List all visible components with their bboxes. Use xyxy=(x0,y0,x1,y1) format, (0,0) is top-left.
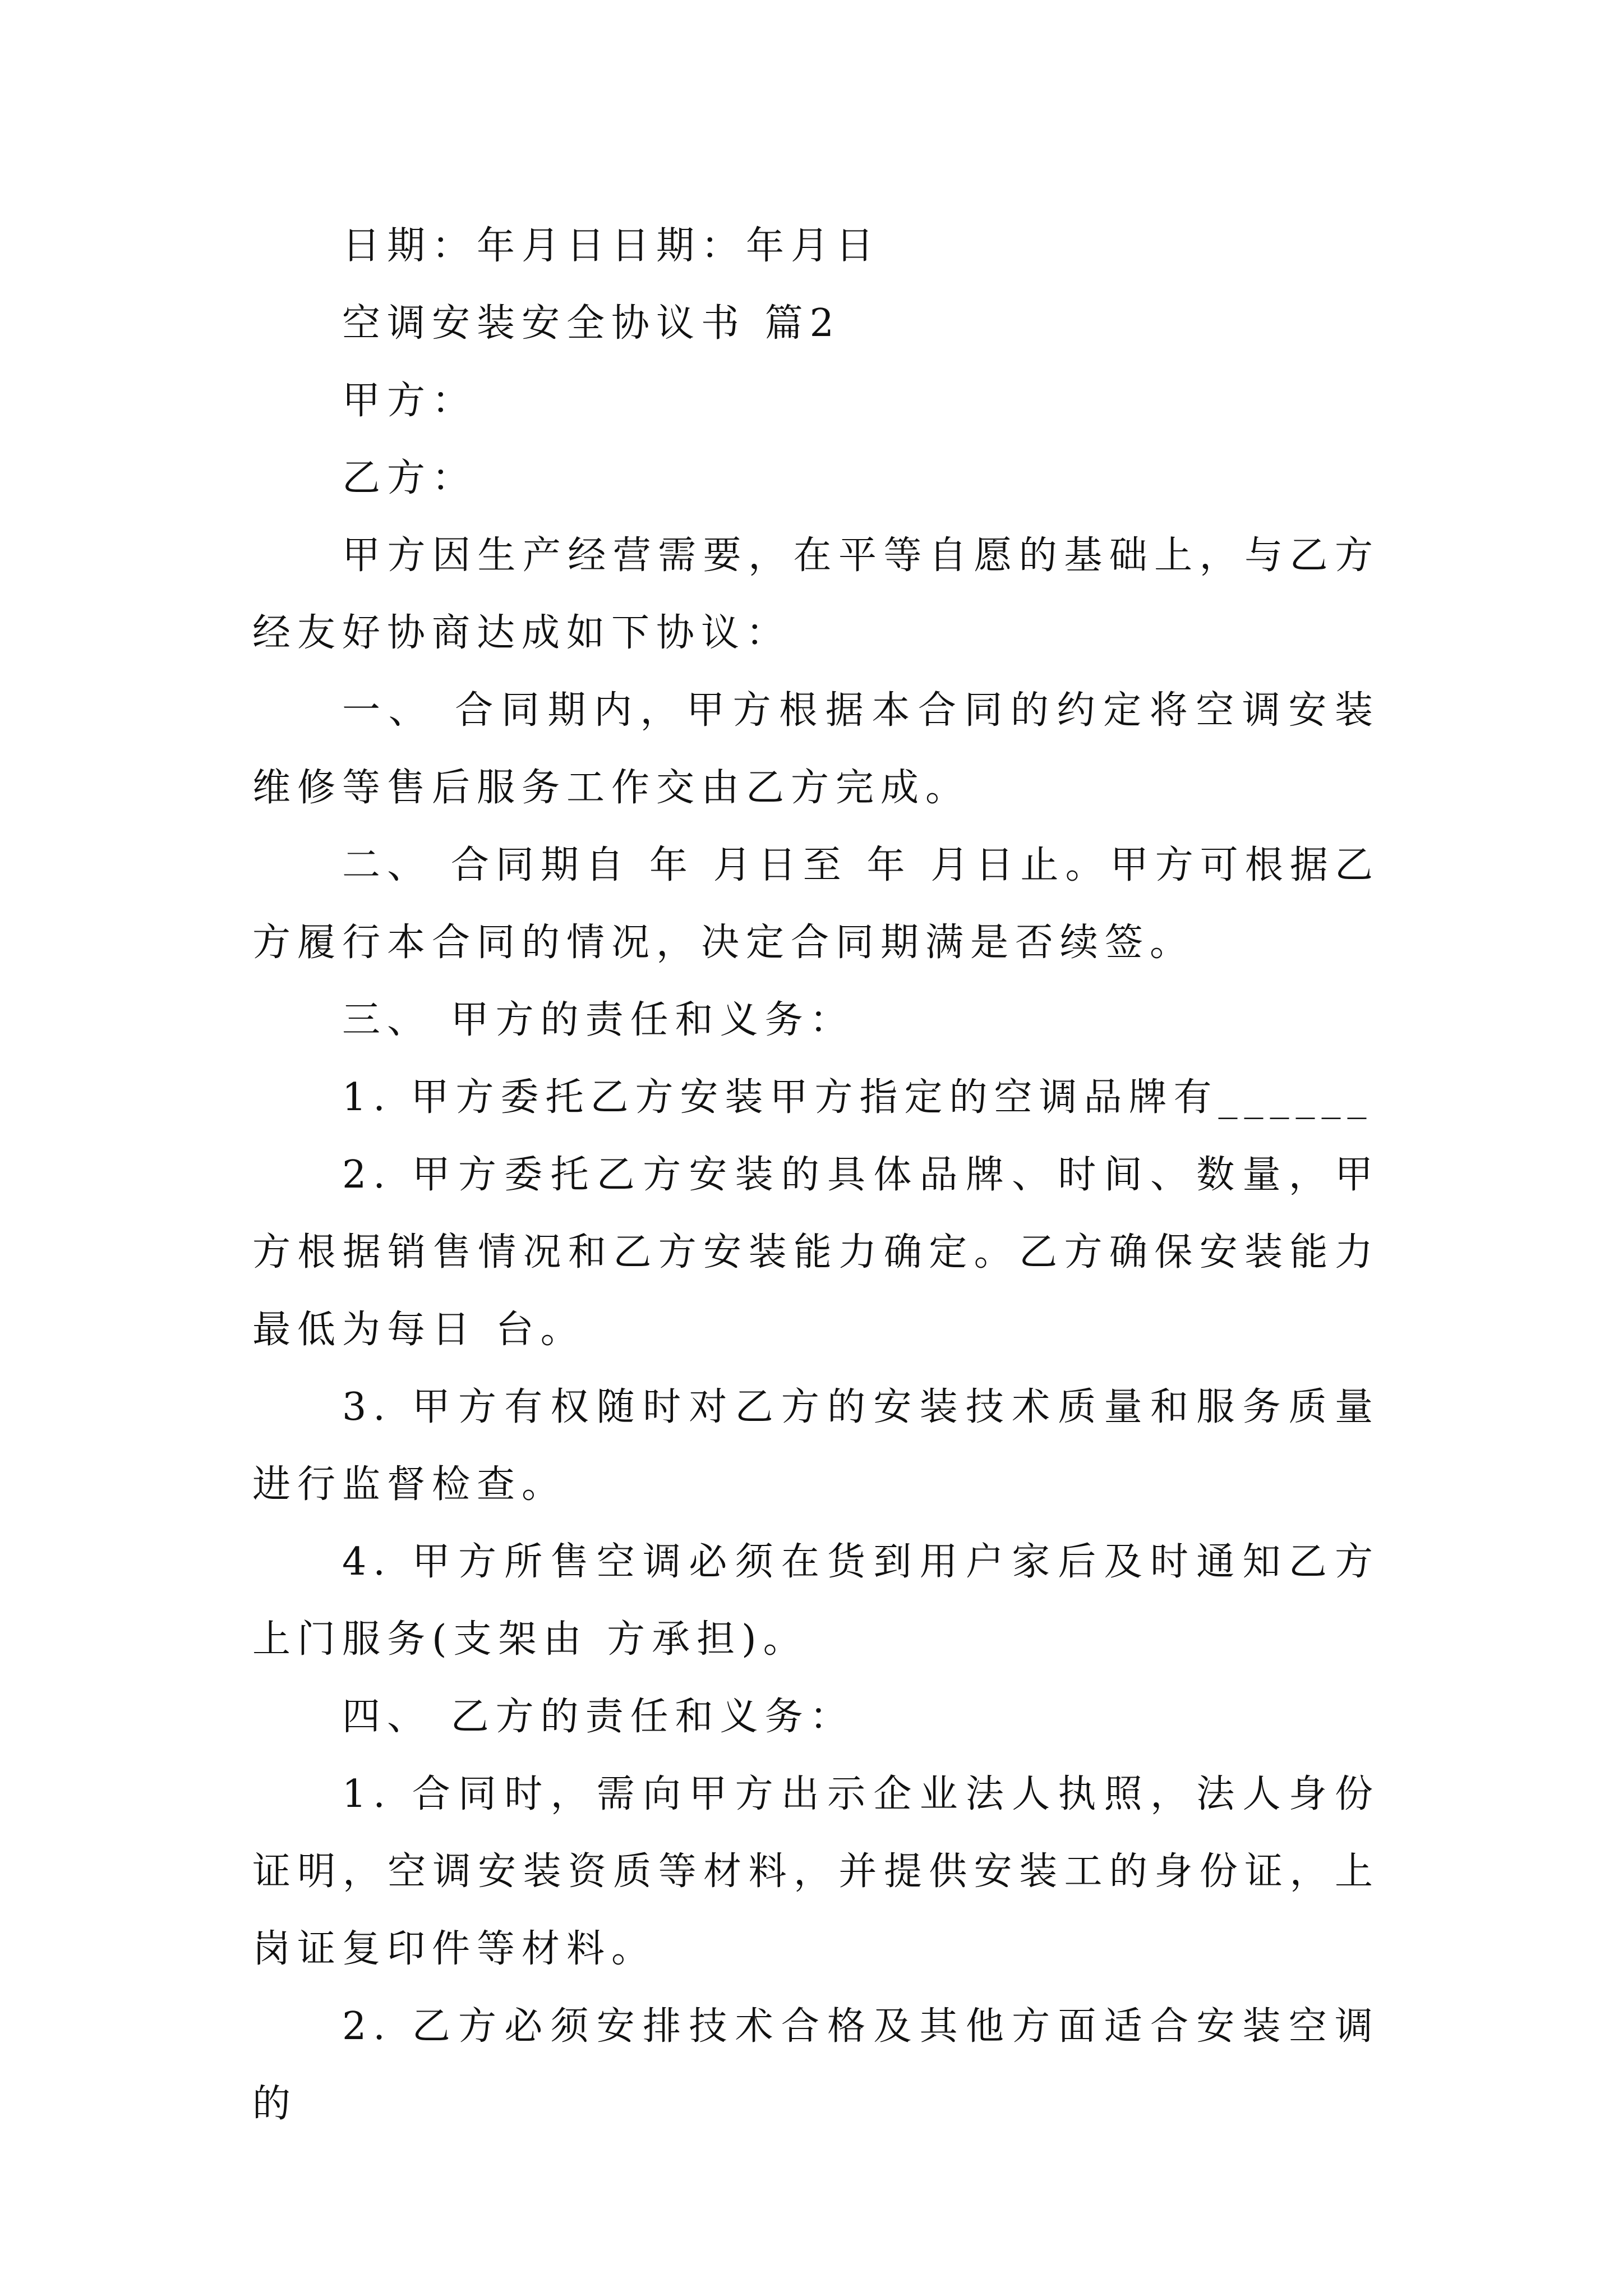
clause-1: 一、 合同期内，甲方根据本合同的约定将空调安装维修等售后服务工作交由乙方完成。 xyxy=(252,688,1380,810)
clause-4-item-1: 1. 合同时，需向甲方出示企业法人执照，法人身份证明，空调安装资质等材料，并提供安装工的身份证，上岗证复印件等材料。 xyxy=(252,1772,1380,1971)
clause-3-item-2: 2. 甲方委托乙方安装的具体品牌、时间、数量，甲方根据销售情况和乙方安装能力确定。乙方确保安装能力最低为每日 台。 xyxy=(252,1153,1380,1352)
clause-3-item-1: 1. 甲方委托乙方安装甲方指定的空调品牌有______ xyxy=(342,1075,1373,1120)
clause-4-heading: 四、 乙方的责任和义务： xyxy=(342,1695,855,1739)
preamble-paragraph: 甲方因生产经营需要，在平等自愿的基础上，与乙方经友好协商达成如下协议： xyxy=(252,533,1380,655)
clause-3-item-3: 3. 甲方有权随时对乙方的安装技术质量和服务质量进行监督检查。 xyxy=(252,1385,1380,1507)
date-line: 日期：年月日日期：年月日 xyxy=(342,224,881,268)
clause-3-item-4: 4. 甲方所售空调必须在货到用户家后及时通知乙方上门服务(支架由 方承担)。 xyxy=(252,1540,1380,1662)
clause-3-heading: 三、 甲方的责任和义务： xyxy=(342,998,855,1042)
clause-4-item-2: 2. 乙方必须安排技术合格及其他方面适合安装空调的 xyxy=(252,2004,1380,2126)
document-body xyxy=(252,208,1380,2143)
section-title: 空调安装安全协议书 篇2 xyxy=(342,301,841,346)
clause-2: 二、 合同期自 年 月日至 年 月日止。甲方可根据乙方履行本合同的情况，决定合同期满是否续签。 xyxy=(252,843,1380,965)
party-b-line: 乙方： xyxy=(342,456,477,500)
party-a-line: 甲方： xyxy=(342,379,477,423)
